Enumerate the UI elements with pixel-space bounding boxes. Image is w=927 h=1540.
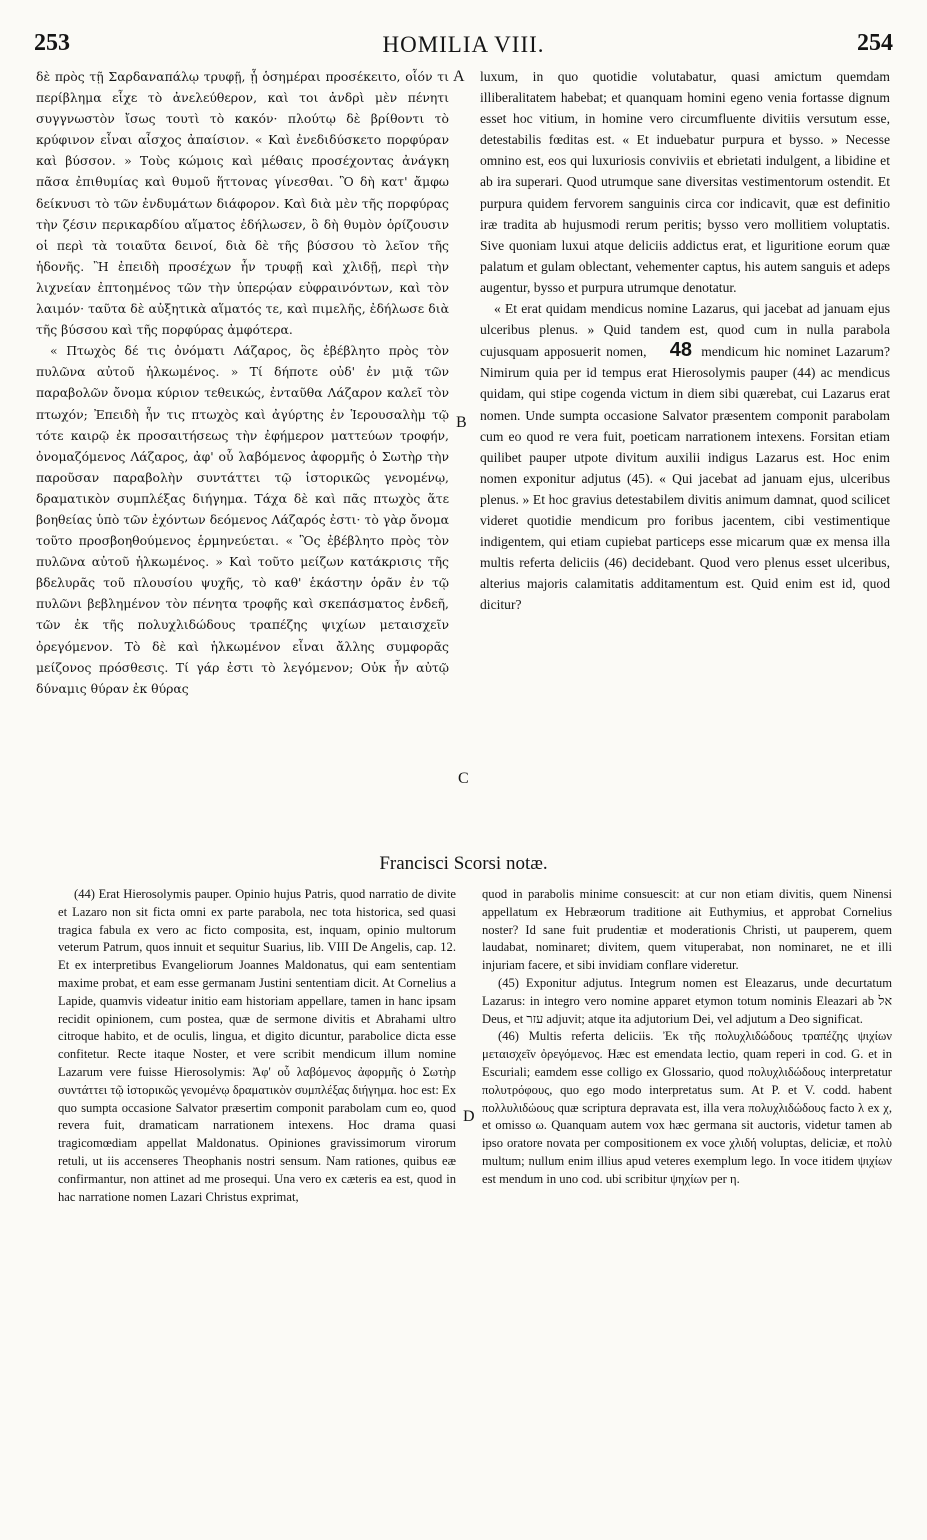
latin-paragraph-part: mendicum hic nominet Lazarum? Nimirum quia per id tempus erat Hierosolymis pauper (44) ac mendicus quidam, qui stipe cogenda victum in diem sibi quærebat, cui Lazarus erat nomen. Unde sumpta occasione Salvator præsentem componit parabolam cum eo quod re vera fuit, poeticam narrationem intexens. Forsitan etiam quilibet pauper utpote divitum auxilii indigus Lazarus est. Hoc enim nomen exponitur adjutus (45). « Qui jacebat ad januam ejus, ulceribus plenus. » Et hoc gravius detestabilem divitis animum damnat, quod scilicet videret quotidie mendicum pro foribus jacentem, cibi vestimentique indigentem, qui etiam cupiebat particeps esse micarum quæ ex mensa illa multis referta deliciis (46) decidebant. Quod vero plenus esset ulceribus, alterius majoris calamitatis additamentum est. Quid enim est id, quod dicitur? — [480, 344, 890, 613]
running-title: HOMILIA VIII. — [382, 32, 545, 57]
inline-page-number: 48 — [669, 339, 692, 362]
latin-text-column — [480, 66, 890, 846]
notes-left-column — [58, 886, 456, 1534]
latin-paragraph-part: « Et erat quidam mendicus nomine Lazarus, qui jacebat ad januam ejus ulceribus plenus. » Quid tandem est, quod cum in nulla parabola cujusquam apposuerit nomen, — [480, 301, 890, 360]
latin-paragraph — [480, 298, 890, 615]
right-page-number: 254 — [857, 30, 893, 56]
greek-paragraph: δὲ πρὸς τῇ Σαρδαναπάλῳ τρυφῇ, ᾗ ὁσημέραι προσέκειτο, οἷόν τι περίβλημα εἶχε τὸ ἀνελεύθερον, καὶ τοι ἀνδρὶ μὲν πένητι συγγνωστὸν ἴσως τουτὶ τὸ κακόν· πλούτῳ δὲ βρίθοντι τὸ κρύφινον εἶναι αἶσχος ἀπαίσιον. « Καὶ ἐνεδιδύσκετο πορφύραν καὶ βύσσον. » Τοὺς κώμοις καὶ μέθαις προσέχοντας ἀνάγκη πᾶσα ἐπιθυμίας καὶ θυμοῦ ἥττονας γίνεσθαι. Ὃ δὴ κατ' ἄμφω δείκνυσι τὸ τῶν ἐνδυμάτων διάφορον. Καὶ διὰ μὲν τῆς πορφύρας τὴν ζέσιν περικαρδίου αἵματος ἐδήλωσεν, ὃ δὴ θυμὸν ὁρίζουσιν οἱ περὶ τὰ τοιαῦτα δεινοί, διὰ δὲ τῆς βύσσου τὸ λεῖον τῆς ἡδονῆς. Ἢ ἐπειδὴ προσέχων ἦν τρυφῇ καὶ χλιδῇ, περὶ τὴν λιχνείαν ἐπτοημένος τῶν τὴν ὑπερῴαν εὐφραινόντων, καὶ τὸν λαιμόν· ταῦτα δὲ αὐξητικὰ αἵματός τε, καὶ πιμελῆς, ἐδήλωσε διὰ τῆς βύσσου καὶ τῆς πορφύρας ἀμφότερα. — [36, 69, 449, 338]
margin-marker-d: D — [463, 1108, 475, 1125]
note-paragraph: (45) Exponitur adjutus. Integrum nomen est Eleazarus, unde decurtatum Lazarus: in integro vero nomine apparet etymon totum nominis Eleazari ab אל Deus, et עזר adjuvit; atque ita adjutorium Dei, vel adjutum a Deo significat. — [482, 975, 892, 1026]
margin-marker-a: A — [453, 68, 465, 85]
notes-right-column — [482, 886, 892, 1534]
greek-text-column — [36, 66, 449, 846]
note-paragraph: (46) Multis referta deliciis. Ἐκ τῆς πολυχλιδώδους τραπέζης ψιχίων μεταισχεῖν ὀρεγόμενος. Hæc est emendata lectio, quam reperi in cod. G. et in Escuriali; eamdem esse colligo ex Glossario, quod πολυχλιδώδους interpretatur πολυτρόφους, quo ego modo interpretatus sum. At P. et V. codd. habent πολλυλιδώους quæ scriptura depravata est, illa vera πολυχλιδώδους facto λ ex χ, et omisso ω. Quanquam autem vox hæc germana sit auctoris, videtur tamen ab ipso oratore novata per compositionem ex voce χλιδή voluptas, deliciæ, et πολὺ multum; nullum enim illius apud veteres exemplum lego. In voce itidem ψιχίων est mendum in uno cod. ubi scribitur ψηχίων per η. — [482, 1029, 892, 1186]
left-page-number: 253 — [34, 30, 70, 56]
margin-marker-b: B — [456, 414, 467, 431]
note-paragraph: quod in parabolis minime consuescit: at cur non etiam divitis, quem Ninensi appellatum ex Hebræorum traditione ait Euthymius, et approbat Cornelius noster? Id sane fuit prudentiæ et moderationis Christi, ut pauperem, quem laudabat, nominaret; divitem, quem vituperabat, non nominaret, ne et illi injuriam facere, et sibi invidiam conflare videretur. — [482, 887, 892, 973]
greek-paragraph: « Πτωχὸς δέ τις ὀνόματι Λάζαρος, ὃς ἐβέβλητο πρὸς τὸν πυλῶνα αὐτοῦ ἡλκωμένος. » Τί δήποτε οὐδ' ἐν μιᾷ τῶν παραβολῶν ὄνομα κύριον τεθεικώς, ἐνταῦθα Λάζαρον καλεῖ τὸν πτωχόν; Ἐπειδὴ ἦν τις πτωχὸς καὶ ἀγύρτης ἐν Ἱερουσαλὴμ τῷ τότε καιρῷ ἐκ προσαιτήσεως τὴν ἐφήμερον ματτεύων τροφήν, ὀνομαζόμενος Λάζαρος, ἀφ' οὗ λαβόμενος ἀφορμῆς ὁ Σωτὴρ τὴν παροῦσαν παραβολὴν συντάττει τῷ ἱστορικῶς γενομένῳ, δραματικὸν συμπλέξας διήγημα. Τάχα δὲ καὶ πᾶς πτωχὸς ἅτε βοηθείας ὑπὸ τῶν ἐχόντων δεόμενος Λάζαρός ἐστι· τὸ γὰρ ὄνομα τοῦτο προσβοηθούμενος ἑρμηνεύεται. « Ὃς ἐβέβλητο πρὸς τὸν πυλῶνα αὐτοῦ ἡλκωμένος. » Καὶ τοῦτο μείζων κατάκρισις τῆς βδελυρᾶς τοῦ πλουσίου ψυχῆς, τὸ καθ' ἑκάστην ὁρᾶν ἐν τῷ πυλῶνι βεβλημένον τὸν πένητα τροφῆς καὶ σκεπάσματος ἐνδεῆ, τῶν ἐκ τῆς πολυχλιδώδους τραπέζης ψιχίων μεταισχεῖν ὀρεγόμενον. Τὸ δὲ καὶ ἡλκωμένον εἶναι ἄλλης συμφορᾶς μείζονος πρόσθεσις. Τί γάρ ἐστι τὸ λεγόμενον; Οὐκ ἦν αὐτῷ δύναμις θύραν ἐκ θύρας — [36, 343, 449, 696]
note-paragraph: (44) Erat Hierosolymis pauper. Opinio hujus Patris, quod narratio de divite et Lazaro non sit ficta omni ex parte parabola, nec tota historica, sed quasi tragica fabula ex vero ac ficto composita, est, inquam, opinio multorum veterum Patrum, quos innuit et sequitur Suarius, lib. VIII De Angelis, cap. 12. Et ex interpretibus Evangeliorum Joannes Maldonatus, qui eam sententiam maxime probat, et eam esse germanam Justini sententiam dicit. At Cornelius a Lapide, quamvis videatur initio eam historiam appellare, tamen in hanc ipsam recidit opinionem, cum postea, quæ de sermone divitis et Abrahami ultro citroque habito, et de oculis, lingua, et digito dicuntur, parabolice dicta esse confitetur. Recte itaque Noster, et vere scribit mendicum illum nomine Lazarum vere fuisse Hierosolymis: Ἀφ' οὗ λαβόμενος ἀφορμῆς ὁ Σωτὴρ συντάττει τῷ ἱστορικῶς γενομένῳ δραματικὸν συμπλέξας διήγημα. hoc est: Ex quo sumpta occasione Salvator præsertim componit parabolam cum eo, quod revera fuit, dramaticam narrationem intexens. Hoc drama quasi tragicomœdiam appellat Maldonatus. Opiniones gravissimorum virorum retuli, ut iis accenseres Theophanis nostri sensum. Nam rationes, quibus eæ confirmantur, non attinet ad me prosequi. Una vero ex cæteris ea est, quod in hac narratione nomen Lazari Christus exprimat, — [58, 887, 456, 1204]
latin-paragraph: luxum, in quo quotidie volutabatur, quasi amictum quemdam illiberalitatem habebat; et quanquam homini egeno venia fortasse dignum esset hoc vitium, in homine vero circumfluente divitiis versutum esse, detestabilis fœditas est. « Et induebatur purpura et bysso. » Necesse omnino est, eos qui luxuriosis conviviis et ebrietati indulgent, a libidine et ab ira superari. Quod utrumque sane diversitas vestimentorum ostendit. Et purpura quidem fervorem sanguinis circa cor indicavit, quæ est definitio iræ tradita ab hujusmodi rerum peritis; bysso vero mollitiem voluptatis. Sive quoniam luxui atque deliciis addictus erat, et liguritione eorum quæ palatum et gulam oblectant, vehementer captus, his autem sanguis et adeps augentur, bysso et purpura utrumque denotatur. — [480, 69, 890, 295]
page-header — [34, 22, 893, 56]
notes-heading: Francisci Scorsi notæ. — [379, 853, 548, 874]
margin-marker-c: C — [458, 770, 469, 787]
